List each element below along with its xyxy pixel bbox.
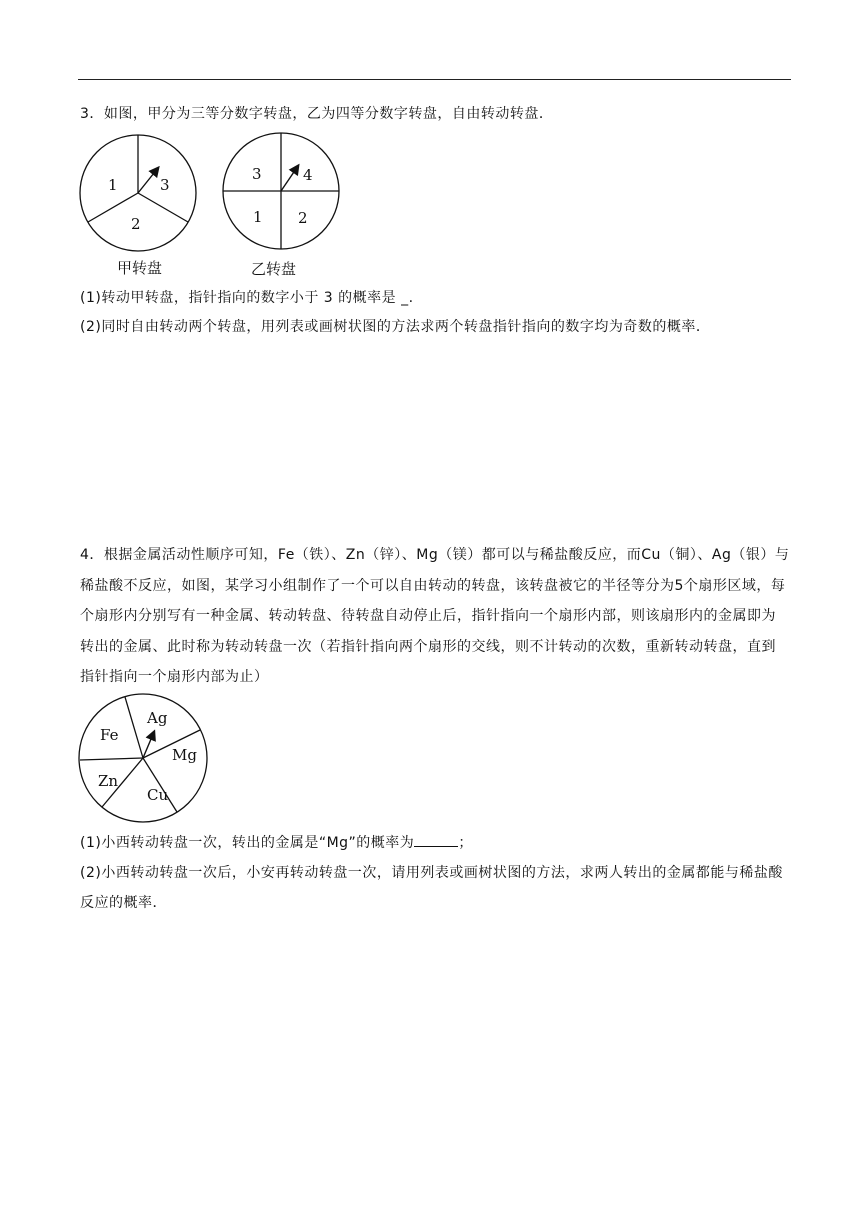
question-4-part-1-end: ； [458,835,473,851]
spinner-yi [223,133,339,278]
answer-blank[interactable] [414,832,458,847]
question-4-part-1 [80,828,473,858]
spinner-yi-label-3: 3 [252,165,262,183]
spinner-yi-label-4: 4 [303,166,313,184]
metal-spinner-label-zn: Zn [98,772,119,790]
question-3-part-2: (2)同时自由转动两个转盘，用列表或画树状图的方法求两个转盘指针指向的数字均为奇数的概率． [80,319,711,335]
spinner-jia-label-2: 2 [131,215,141,233]
metal-spinner-label-fe: Fe [100,726,119,744]
spinner-yi-caption: 乙转盘 [251,260,297,278]
spinner-yi-label-2: 2 [298,209,308,227]
metal-spinner [79,694,207,822]
question-4-stem: 4．根据金属活动性顺序可知，Fe（铁）、Zn（锌）、Mg（镁）都可以与稀盐酸反应，而Cu（铜）、Ag（银）与稀盐酸不反应，如图，某学习小组制作了一个可以自由转动的转盘，该转盘被它的半径等分为5个扇形区域，每个扇形内分别写有一种金属、转动转盘、待转盘自动停止后，指针指向一个扇形内部，则该扇形内的金属即为转出的金属、此时称为转动转盘一次（若指针指向两个扇形的交线，则不计转动的次数，重新转动转盘，直到指针指向一个扇形内部为止） [80,547,790,685]
spinner-jia-radius-3 [138,193,188,222]
spinner-jia-label-3: 3 [160,176,170,194]
metal-spinner-label-ag: Ag [147,709,168,727]
spinner-jia-label-1: 1 [108,176,118,194]
question-3-stem: 3．如图，甲分为三等分数字转盘，乙为四等分数字转盘，自由转动转盘． [80,106,554,122]
question-3-part-1: (1)转动甲转盘，指针指向的数字小于 3 的概率是 _. [80,290,414,306]
metal-spinner-radius-5 [80,758,143,760]
spinner-yi-label-1: 1 [253,208,263,226]
question-4-part-2: (2)小西转动转盘一次后，小安再转动转盘一次，请用列表或画树状图的方法，求两人转出的金属都能与稀盐酸反应的概率． [80,865,783,911]
spinner-yi-pointer [281,166,298,191]
question-4-part-1-text: (1)小西转动转盘一次，转出的金属是“Mg”的概率为 [80,835,415,851]
spinner-jia-pointer [138,168,158,193]
metal-spinner-label-cu: Cu [147,786,169,804]
spinner-jia-caption: 甲转盘 [117,259,163,277]
metal-spinner-radius-1 [125,697,143,758]
spinner-jia [80,135,196,277]
metal-spinner-label-mg: Mg [172,746,197,764]
